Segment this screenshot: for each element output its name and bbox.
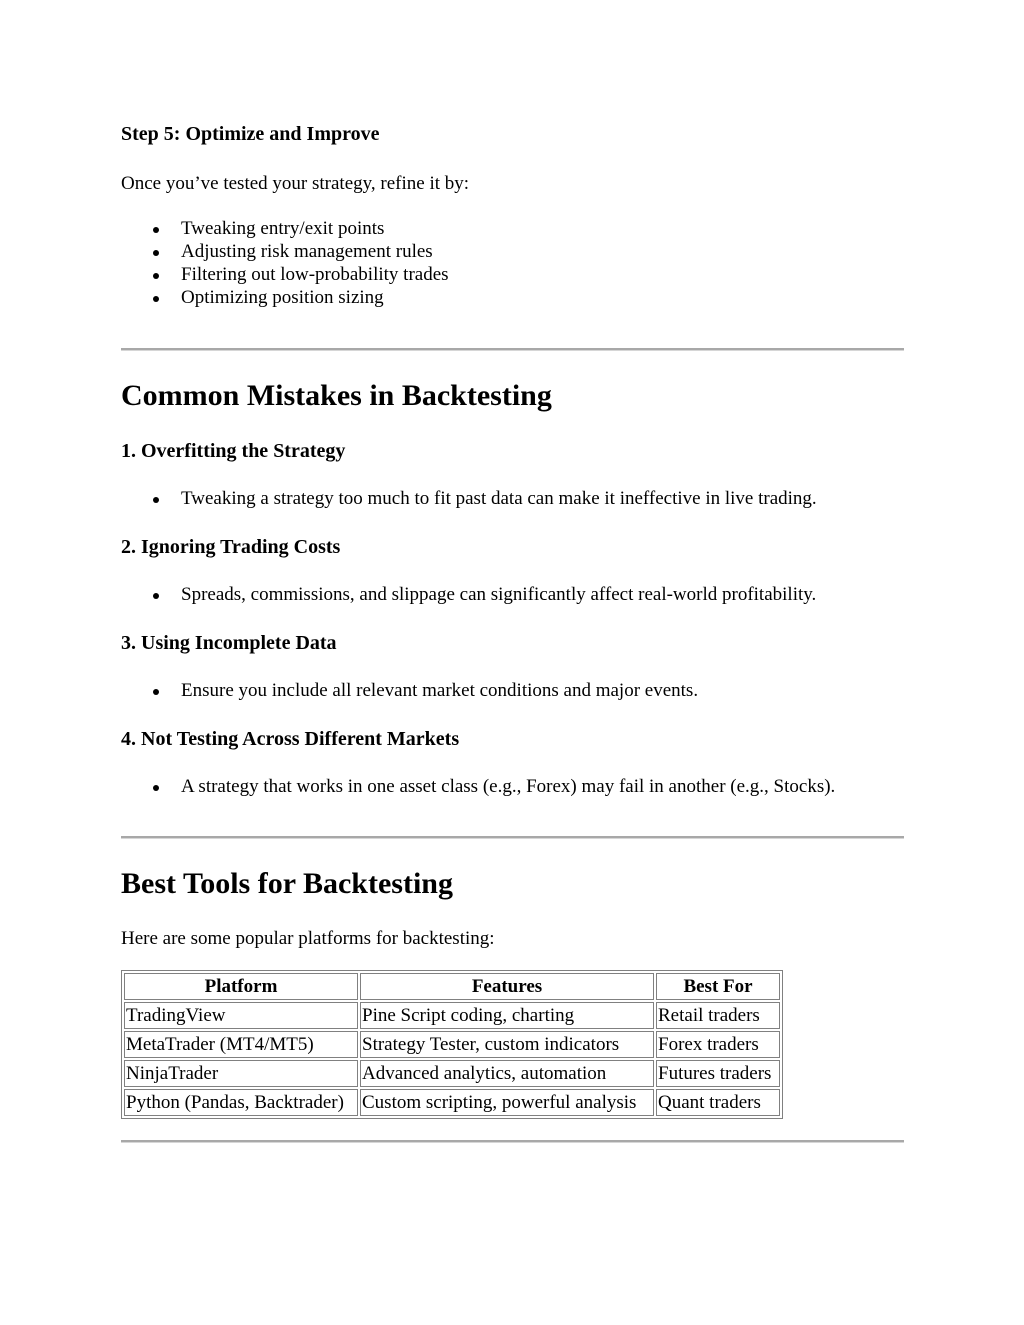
mistake-title-1: 1. Overfitting the Strategy xyxy=(121,440,346,462)
tools-heading: Best Tools for Backtesting xyxy=(121,867,453,900)
column-header-platform: Platform xyxy=(124,973,358,1000)
step5-heading: Step 5: Optimize and Improve xyxy=(121,123,380,145)
list-item: Tweaking entry/exit points xyxy=(121,217,449,240)
table-row xyxy=(124,1002,780,1029)
mistake-title-3: 3. Using Incomplete Data xyxy=(121,632,337,654)
cell-features: Custom scripting, powerful analysis xyxy=(360,1089,654,1116)
list-item: A strategy that works in one asset class (e.g., Forex) may fail in another (e.g., Stocks). xyxy=(121,775,835,798)
list-item: Filtering out low-probability trades xyxy=(121,263,449,286)
mistake-list-1 xyxy=(121,487,817,510)
table-header-row xyxy=(124,973,780,1000)
step5-intro: Once you’ve tested your strategy, refine it by: xyxy=(121,173,470,194)
mistake-list-3 xyxy=(121,679,698,702)
list-item: Spreads, commissions, and slippage can significantly affect real-world profitability. xyxy=(121,583,816,606)
table-row xyxy=(124,1031,780,1058)
cell-features: Advanced analytics, automation xyxy=(360,1060,654,1087)
list-item: Adjusting risk management rules xyxy=(121,240,449,263)
tools-intro: Here are some popular platforms for backtesting: xyxy=(121,928,495,949)
mistake-list-4 xyxy=(121,775,835,798)
column-header-features: Features xyxy=(360,973,654,1000)
list-item: Tweaking a strategy too much to fit past data can make it ineffective in live trading. xyxy=(121,487,817,510)
divider xyxy=(121,836,904,839)
mistake-title-4: 4. Not Testing Across Different Markets xyxy=(121,728,460,750)
cell-platform: NinjaTrader xyxy=(124,1060,358,1087)
cell-platform: Python (Pandas, Backtrader) xyxy=(124,1089,358,1116)
mistakes-heading: Common Mistakes in Backtesting xyxy=(121,379,552,412)
mistake-list-2 xyxy=(121,583,816,606)
cell-platform: TradingView xyxy=(124,1002,358,1029)
divider xyxy=(121,1140,904,1143)
cell-platform: MetaTrader (MT4/MT5) xyxy=(124,1031,358,1058)
cell-best-for: Futures traders xyxy=(656,1060,780,1087)
divider xyxy=(121,348,904,351)
table-row xyxy=(124,1089,780,1116)
cell-best-for: Retail traders xyxy=(656,1002,780,1029)
mistake-title-2: 2. Ignoring Trading Costs xyxy=(121,536,341,558)
tools-table xyxy=(121,970,783,1119)
cell-best-for: Quant traders xyxy=(656,1089,780,1116)
column-header-best-for: Best For xyxy=(656,973,780,1000)
list-item: Optimizing position sizing xyxy=(121,286,449,309)
list-item: Ensure you include all relevant market conditions and major events. xyxy=(121,679,698,702)
cell-best-for: Forex traders xyxy=(656,1031,780,1058)
cell-features: Strategy Tester, custom indicators xyxy=(360,1031,654,1058)
cell-features: Pine Script coding, charting xyxy=(360,1002,654,1029)
step5-list xyxy=(121,217,449,309)
table-row xyxy=(124,1060,780,1087)
